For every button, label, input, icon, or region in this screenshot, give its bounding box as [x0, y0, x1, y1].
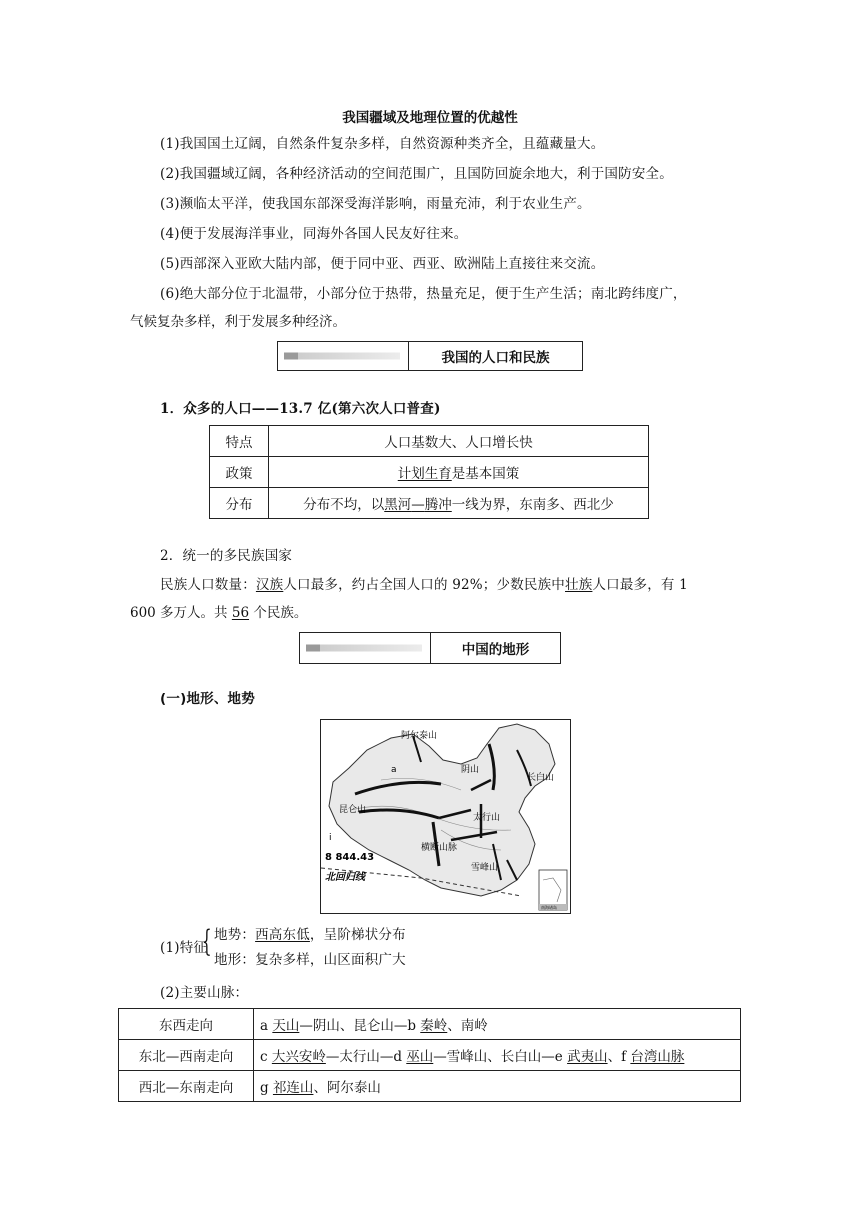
text: a: [260, 1018, 273, 1034]
underlined-answer: 56: [231, 605, 250, 621]
text: 人口最多，有 1: [592, 577, 688, 593]
text: 民族人口数量：: [160, 577, 256, 593]
feature-terrain-trend: [214, 926, 406, 944]
underlined-answer: 西高东低: [255, 927, 310, 943]
map-label-inset: 南海诸岛: [541, 905, 557, 910]
cell-text: 分布不均，以: [303, 497, 385, 513]
china-mountain-map: [320, 719, 571, 914]
mountains-table: [118, 1008, 741, 1102]
map-label-yin: 阴山: [461, 765, 480, 775]
map-label-tropic: 北回归线: [325, 872, 365, 883]
map-label-kunlun: 昆仑山: [339, 805, 367, 815]
underlined-answer: 腾冲: [424, 497, 452, 513]
underlined-answer: 巫山: [406, 1049, 434, 1065]
feature-label: (1)特征: [160, 940, 208, 956]
table-cell-direction: 东西走向: [119, 1009, 254, 1040]
underlined-answer: 大兴安岭: [271, 1049, 326, 1065]
advantage-item-4: (4)便于发展海洋事业，同海外各国人民友好往来。: [160, 226, 468, 242]
advantage-item-1: (1)我国国土辽阔，自然条件复杂多样，自然资源种类齐全，且蕴藏量大。: [160, 136, 605, 152]
text: —太行山—d: [325, 1049, 407, 1065]
banner-title: 我国的人口和民族: [441, 350, 550, 366]
advantage-item-6: (6)绝大部分位于北温带，小部分位于热带，热量充足，便于生产生活；南北跨纬度广，: [160, 286, 687, 302]
map-label-taihang: 太行山: [473, 813, 501, 823]
table-cell-ranges: [254, 1040, 741, 1071]
map-label-changbai: 长白山: [527, 773, 555, 783]
map-label-peak-height: 8 844.43: [325, 852, 375, 863]
underlined-answer: 秦岭: [420, 1018, 448, 1034]
underlined-answer: 汉族: [255, 577, 284, 593]
text: —雪峰山、长白山—e: [433, 1049, 568, 1065]
brace-symbol: {: [202, 924, 212, 959]
table-cell-label: 特点: [210, 426, 269, 457]
text: 、南岭: [447, 1018, 488, 1034]
section-banner-population: [277, 341, 583, 371]
table-cell-value: [269, 457, 649, 488]
section-title: 我国疆域及地理位置的优越性: [342, 110, 518, 126]
table-cell-value: 人口基数大、人口增长快: [269, 426, 649, 457]
cell-text: 一线为界，东南多、西北少: [451, 497, 614, 513]
table-cell-direction: 西北—东南走向: [119, 1071, 254, 1102]
table-row: [119, 1009, 741, 1040]
banner-decoration: [300, 633, 431, 663]
text: 地势：: [214, 927, 256, 943]
table-row: [119, 1071, 741, 1102]
underlined-answer: 壮族: [565, 577, 593, 593]
feature-landform: 地形：复杂多样，山区面积广大: [214, 952, 406, 968]
advantage-item-5: (5)西部深入亚欧大陆内部，便于同中亚、西亚、欧洲陆上直接往来交流。: [160, 256, 605, 272]
table-cell-ranges: [254, 1071, 741, 1102]
section-banner-terrain: [299, 632, 561, 664]
underlined-answer: 祁连山: [272, 1080, 314, 1096]
map-label-hengduan: 横断山脉: [421, 843, 458, 853]
ethnic-line-1: [160, 576, 688, 594]
table-cell-ranges: [254, 1009, 741, 1040]
table-row: [210, 488, 649, 519]
table-cell-direction: 东北—西南走向: [119, 1040, 254, 1071]
table-row: [210, 457, 649, 488]
mountains-heading: (2)主要山脉：: [160, 985, 249, 1001]
advantage-item-2: (2)我国疆域辽阔，各种经济活动的空间范围广，且国防回旋余地大，利于国防安全。: [160, 166, 673, 182]
map-label-a: a: [391, 765, 397, 775]
table-cell-label: 分布: [210, 488, 269, 519]
text: 600 多万人。共: [130, 605, 232, 621]
map-label-xuefeng: 雪峰山: [471, 863, 499, 873]
advantage-item-3: (3)濒临太平洋，使我国东部深受海洋影响，雨量充沛，利于农业生产。: [160, 196, 591, 212]
map-label-altai: 阿尔泰山: [401, 731, 438, 741]
terrain-heading: (一)地形、地势: [160, 691, 255, 707]
underlined-answer: —: [411, 497, 425, 513]
ethnic-line-2: [130, 604, 307, 622]
underlined-answer: 天山: [272, 1018, 300, 1034]
table-cell-label: 政策: [210, 457, 269, 488]
text: 个民族。: [249, 605, 308, 621]
table-row: [210, 426, 649, 457]
text: g: [260, 1080, 273, 1096]
text: 人口最多，约占全国人口的 92%；少数民族中: [283, 577, 566, 593]
map-label-i: i: [329, 833, 332, 843]
banner-decoration: [278, 342, 409, 370]
text: ，呈阶梯状分布: [309, 927, 406, 943]
underlined-answer: 计划生育: [397, 466, 452, 482]
underlined-answer: 台湾山脉: [630, 1049, 685, 1065]
banner-title: 中国的地形: [461, 642, 530, 658]
cell-text: 是基本国策: [451, 466, 520, 482]
population-table: [209, 425, 649, 519]
map-svg: [321, 720, 570, 913]
text: 、f: [607, 1049, 631, 1065]
advantage-item-6-cont: 气候复杂多样，利于发展多种经济。: [130, 314, 346, 330]
text: —阴山、昆仑山—b: [299, 1018, 421, 1034]
population-heading: 1．众多的人口——13.7 亿(第六次人口普查): [160, 401, 441, 417]
text: c: [260, 1049, 272, 1065]
text: 、阿尔泰山: [313, 1080, 381, 1096]
table-row: [119, 1040, 741, 1071]
ethnic-heading: 2．统一的多民族国家: [160, 548, 293, 564]
underlined-answer: 武夷山: [567, 1049, 608, 1065]
underlined-answer: 黑河: [384, 497, 412, 513]
table-cell-value: [269, 488, 649, 519]
